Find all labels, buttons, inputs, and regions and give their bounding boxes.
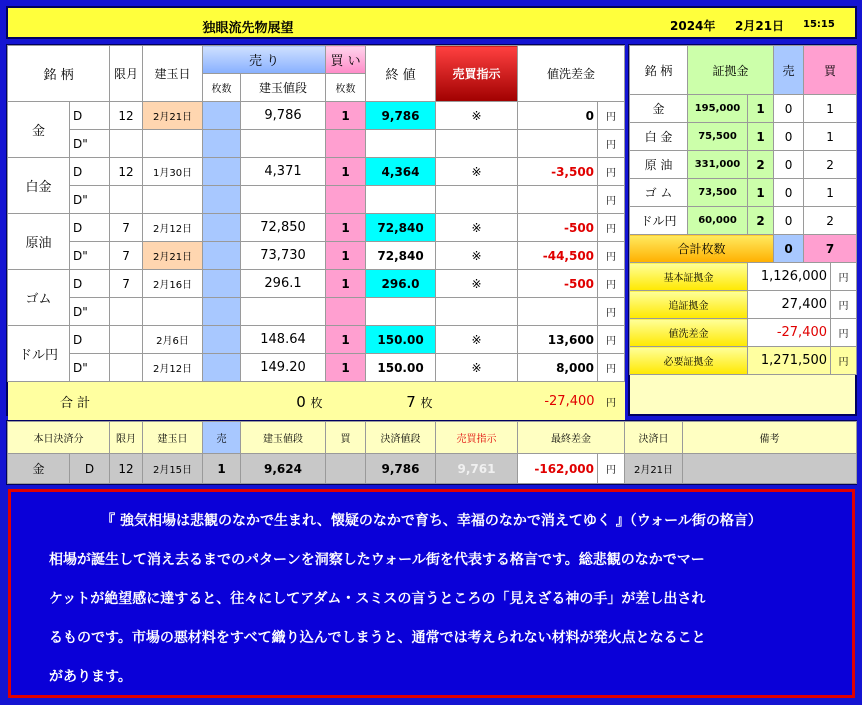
yen-unit: 円 xyxy=(598,242,625,270)
col-header-buy-qty: 枚数 xyxy=(326,74,366,102)
close-price xyxy=(366,186,436,214)
market-proverb-box xyxy=(8,489,855,698)
settled-type: D xyxy=(70,454,110,484)
settled-header-instruction: 売買指示 xyxy=(436,422,518,454)
contract-month xyxy=(110,130,143,158)
pl-value xyxy=(518,186,598,214)
entry-date: 2月21日 xyxy=(143,102,203,130)
margin-name: 原 油 xyxy=(630,151,688,179)
close-price: 9,786 xyxy=(366,102,436,130)
margin-lots: 2 xyxy=(748,207,774,235)
instrument-name: 金 xyxy=(8,102,70,158)
margin-amount: 331,000 xyxy=(688,151,748,179)
close-price: 296.0 xyxy=(366,270,436,298)
sell-qty xyxy=(203,130,241,158)
margin-sell: 0 xyxy=(774,179,804,207)
total-buy-qty xyxy=(326,382,436,422)
entry-date: 2月16日 xyxy=(143,270,203,298)
entry-date xyxy=(143,130,203,158)
yen-unit: 円 xyxy=(598,214,625,242)
margin-sell: 0 xyxy=(774,123,804,151)
buy-qty: 1 xyxy=(326,214,366,242)
entry-price: 72,850 xyxy=(241,214,326,242)
summary-label: 値洗差金 xyxy=(630,319,748,347)
col-header-instruction: 売買指示 xyxy=(436,46,518,102)
sell-qty xyxy=(203,354,241,382)
summary-yen: 円 xyxy=(831,319,857,347)
yen-unit: 円 xyxy=(598,158,625,186)
instruction-mark: ※ xyxy=(436,158,518,186)
date-monthday: 2月21日 xyxy=(735,19,785,33)
entry-price: 4,371 xyxy=(241,158,326,186)
margin-sell: 0 xyxy=(774,207,804,235)
date-year: 2024年 xyxy=(670,19,716,33)
summary-yen: 円 xyxy=(831,291,857,319)
settled-instruction: 9,761 xyxy=(436,454,518,484)
entry-date: 2月21日 xyxy=(143,242,203,270)
contract-month: 7 xyxy=(110,242,143,270)
entry-date: 1月30日 xyxy=(143,158,203,186)
total-sell-qty-value: 0 xyxy=(296,392,306,411)
buy-qty xyxy=(326,298,366,326)
sell-qty xyxy=(203,214,241,242)
entry-price: 149.20 xyxy=(241,354,326,382)
margin-name: ゴ ム xyxy=(630,179,688,207)
instrument-name: ドル円 xyxy=(8,326,70,382)
entry-date: 2月6日 xyxy=(143,326,203,354)
total-buy-unit: 枚 xyxy=(420,395,433,410)
settled-sell: 1 xyxy=(203,454,241,484)
margin-buy: 1 xyxy=(804,123,857,151)
total-sell-qty xyxy=(143,382,326,422)
contract-type: D xyxy=(70,158,110,186)
contract-type: D xyxy=(70,326,110,354)
margin-name: ドル円 xyxy=(630,207,688,235)
total-sell-unit: 枚 xyxy=(310,395,323,410)
entry-date xyxy=(143,186,203,214)
instrument-name: 白金 xyxy=(8,158,70,214)
entry-date xyxy=(143,298,203,326)
col-header-pl: 値洗差金 xyxy=(518,46,625,102)
entry-price xyxy=(241,298,326,326)
buy-qty: 1 xyxy=(326,158,366,186)
entry-date: 2月12日 xyxy=(143,354,203,382)
margin-amount: 75,500 xyxy=(688,123,748,151)
settled-header-settle-date: 決済日 xyxy=(625,422,683,454)
proverb-text-2: ケットが絶望感に達すると、往々にしてアダム・スミスの言うところの「見えざる神の手」が差し出され xyxy=(49,591,706,607)
instrument-name: ゴム xyxy=(8,270,70,326)
contract-type: D" xyxy=(70,130,110,158)
margin-amount: 195,000 xyxy=(688,95,748,123)
summary-value: -27,400 xyxy=(748,319,831,347)
settled-header-sell: 売 xyxy=(203,422,241,454)
instruction-mark: ※ xyxy=(436,102,518,130)
settled-header-note: 備考 xyxy=(683,422,857,454)
instruction-mark: ※ xyxy=(436,270,518,298)
settled-month: 12 xyxy=(110,454,143,484)
summary-yen: 円 xyxy=(831,347,857,375)
yen-unit: 円 xyxy=(598,326,625,354)
buy-qty xyxy=(326,186,366,214)
contract-month: 12 xyxy=(110,102,143,130)
contract-month: 7 xyxy=(110,270,143,298)
sell-qty xyxy=(203,270,241,298)
proverb-text-4: があります。 xyxy=(49,669,132,685)
settled-table xyxy=(7,421,857,484)
contract-type: D xyxy=(70,102,110,130)
sell-qty xyxy=(203,326,241,354)
settled-header-final-pl: 最終差金 xyxy=(518,422,625,454)
summary-label: 必要証拠金 xyxy=(630,347,748,375)
settled-header-buy: 買 xyxy=(326,422,366,454)
instruction-mark: ※ xyxy=(436,242,518,270)
settled-buy xyxy=(326,454,366,484)
margin-amount: 60,000 xyxy=(688,207,748,235)
settled-header-month: 限月 xyxy=(110,422,143,454)
margin-lots: 1 xyxy=(748,179,774,207)
entry-price: 73,730 xyxy=(241,242,326,270)
margin-table xyxy=(629,45,857,375)
pl-value: -44,500 xyxy=(518,242,598,270)
buy-qty: 1 xyxy=(326,242,366,270)
summary-value: 1,271,500 xyxy=(748,347,831,375)
margin-buy: 1 xyxy=(804,179,857,207)
buy-qty: 1 xyxy=(326,326,366,354)
sell-qty xyxy=(203,298,241,326)
proverb-quote: 『 強気相場は悲観のなかで生まれ、懐疑のなかで育ち、幸福のなかで消えてゆく 』（ウォール街の格言） xyxy=(101,513,762,529)
yen-unit: 円 xyxy=(598,354,625,382)
pl-value: 0 xyxy=(518,102,598,130)
contract-type: D" xyxy=(70,242,110,270)
buy-qty: 1 xyxy=(326,270,366,298)
margin-header-name: 銘 柄 xyxy=(630,46,688,95)
settled-note xyxy=(683,454,857,484)
contract-type: D" xyxy=(70,298,110,326)
settled-settle-date: 2月21日 xyxy=(625,454,683,484)
margin-header-margin: 証拠金 xyxy=(688,46,774,95)
margin-buy: 2 xyxy=(804,207,857,235)
page-title: 独眼流先物展望 xyxy=(202,21,294,36)
instruction-mark xyxy=(436,186,518,214)
margin-name: 金 xyxy=(630,95,688,123)
col-header-close: 終 値 xyxy=(366,46,436,102)
contract-month: 7 xyxy=(110,214,143,242)
contract-month xyxy=(110,186,143,214)
contract-month xyxy=(110,354,143,382)
pl-value: 8,000 xyxy=(518,354,598,382)
close-price: 72,840 xyxy=(366,242,436,270)
pl-value xyxy=(518,130,598,158)
sell-qty xyxy=(203,158,241,186)
close-price: 4,364 xyxy=(366,158,436,186)
proverb-text-3: るものです。市場の悪材料をすべて織り込んでしまうと、通常では考えられない材料が発火点となること xyxy=(49,630,706,646)
settled-header-date: 建玉日 xyxy=(143,422,203,454)
pl-value xyxy=(518,298,598,326)
instruction-mark: ※ xyxy=(436,326,518,354)
pl-value: -3,500 xyxy=(518,158,598,186)
margin-sell: 0 xyxy=(774,95,804,123)
total-buy-qty-value: 7 xyxy=(406,392,416,411)
margin-lots: 1 xyxy=(748,123,774,151)
contract-month: 12 xyxy=(110,158,143,186)
col-header-month: 限月 xyxy=(110,46,143,102)
title-bar xyxy=(6,6,857,39)
margin-header-sell: 売 xyxy=(774,46,804,95)
settled-header-name: 本日決済分 xyxy=(8,422,110,454)
entry-price xyxy=(241,186,326,214)
buy-qty xyxy=(326,130,366,158)
contract-month xyxy=(110,326,143,354)
instruction-mark: ※ xyxy=(436,214,518,242)
pl-value: -500 xyxy=(518,270,598,298)
proverb-text-1: 相場が誕生して消え去るまでのパターンを洞察したウォール街を代表する格言です。総悲観のなかでマー xyxy=(49,552,705,568)
col-header-sell-qty: 枚数 xyxy=(203,74,241,102)
settled-yen: 円 xyxy=(598,454,625,484)
col-header-buy: 買 い xyxy=(326,46,366,74)
margin-header-buy: 買 xyxy=(804,46,857,95)
margin-amount: 73,500 xyxy=(688,179,748,207)
close-price xyxy=(366,130,436,158)
close-price: 72,840 xyxy=(366,214,436,242)
sell-qty xyxy=(203,186,241,214)
entry-price: 296.1 xyxy=(241,270,326,298)
settled-header-settle-price: 決済値段 xyxy=(366,422,436,454)
summary-label: 基本証拠金 xyxy=(630,263,748,291)
contract-type: D" xyxy=(70,354,110,382)
settled-price: 9,624 xyxy=(241,454,326,484)
settled-settle-price: 9,786 xyxy=(366,454,436,484)
contract-type: D xyxy=(70,214,110,242)
total-yen: 円 xyxy=(598,382,625,422)
contract-month xyxy=(110,298,143,326)
instruction-mark xyxy=(436,298,518,326)
settled-final-pl: -162,000 xyxy=(518,454,598,484)
entry-date: 2月12日 xyxy=(143,214,203,242)
instrument-name: 原油 xyxy=(8,214,70,270)
total-lots-buy: 7 xyxy=(804,235,857,263)
col-header-date: 建玉日 xyxy=(143,46,203,102)
margin-lots: 2 xyxy=(748,151,774,179)
total-label: 合 計 xyxy=(8,382,143,422)
time-label: 15:15 xyxy=(803,19,835,30)
margin-lots: 1 xyxy=(748,95,774,123)
margin-buy: 1 xyxy=(804,95,857,123)
yen-unit: 円 xyxy=(598,102,625,130)
total-lots-sell: 0 xyxy=(774,235,804,263)
col-header-price: 建玉値段 xyxy=(241,74,326,102)
total-spacer xyxy=(436,382,518,422)
contract-type: D xyxy=(70,270,110,298)
yen-unit: 円 xyxy=(598,270,625,298)
pl-value: -500 xyxy=(518,214,598,242)
yen-unit: 円 xyxy=(598,130,625,158)
instruction-mark xyxy=(436,130,518,158)
settled-name: 金 xyxy=(8,454,70,484)
buy-qty: 1 xyxy=(326,354,366,382)
entry-price: 9,786 xyxy=(241,102,326,130)
summary-yen: 円 xyxy=(831,263,857,291)
pl-value: 13,600 xyxy=(518,326,598,354)
sell-qty xyxy=(203,242,241,270)
buy-qty: 1 xyxy=(326,102,366,130)
close-price: 150.00 xyxy=(366,354,436,382)
summary-value: 27,400 xyxy=(748,291,831,319)
margin-name: 白 金 xyxy=(630,123,688,151)
close-price xyxy=(366,298,436,326)
settled-date: 2月15日 xyxy=(143,454,203,484)
entry-price xyxy=(241,130,326,158)
close-price: 150.00 xyxy=(366,326,436,354)
yen-unit: 円 xyxy=(598,298,625,326)
summary-label: 追証拠金 xyxy=(630,291,748,319)
settled-header-price: 建玉値段 xyxy=(241,422,326,454)
total-pl: -27,400 xyxy=(518,382,598,422)
summary-value: 1,126,000 xyxy=(748,263,831,291)
margin-buy: 2 xyxy=(804,151,857,179)
positions-table xyxy=(7,45,625,422)
entry-price: 148.64 xyxy=(241,326,326,354)
yen-unit: 円 xyxy=(598,186,625,214)
col-header-sell: 売 り xyxy=(203,46,326,74)
margin-sell: 0 xyxy=(774,151,804,179)
contract-type: D" xyxy=(70,186,110,214)
sell-qty xyxy=(203,102,241,130)
col-header-name: 銘 柄 xyxy=(8,46,110,102)
instruction-mark: ※ xyxy=(436,354,518,382)
total-lots-label: 合計枚数 xyxy=(630,235,774,263)
